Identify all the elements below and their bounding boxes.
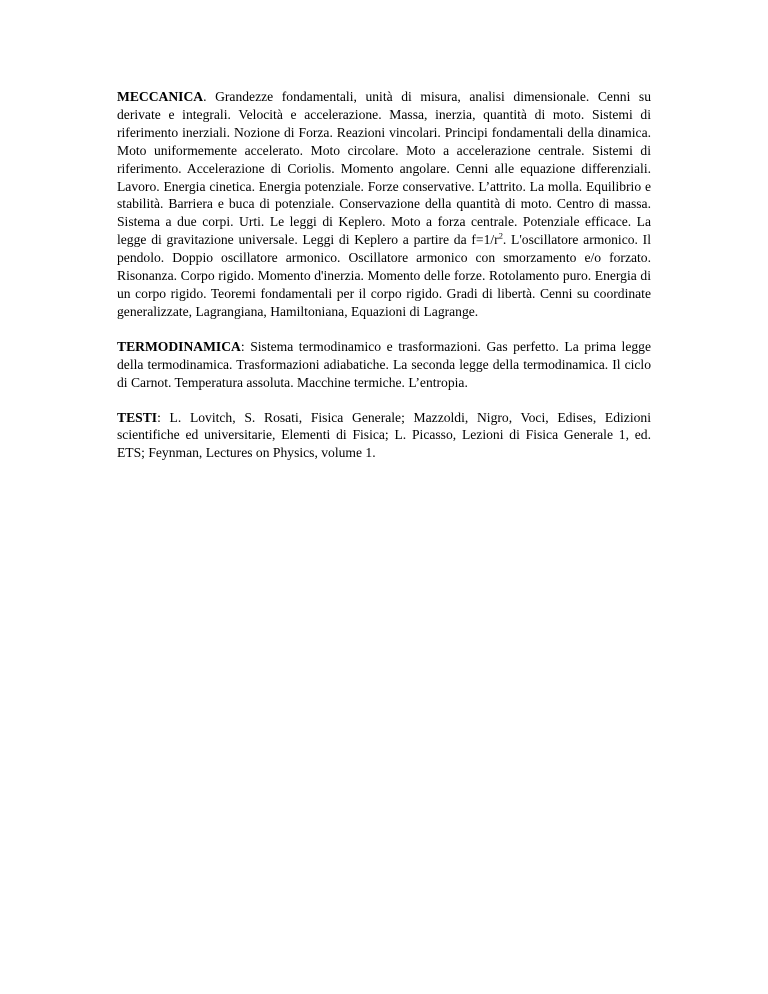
section-meccanica [117, 88, 651, 321]
heading-separator: : [240, 338, 251, 354]
heading-separator: . [203, 89, 216, 104]
superscript-exponent: 2 [498, 230, 503, 241]
heading-separator: : [157, 409, 170, 425]
section-heading-termodinamica: TERMODINAMICA [117, 338, 241, 354]
section-body-meccanica-part1: Grandezze fondamentali, unità di misura, analisi dimensionale. Cenni su derivate e integrali. Velocità e accelerazione. Massa, inerzia, quantità di moto. Sistemi di riferimento inerziali. Nozione di Forza. Reazioni vincolari. Principi fondamentali della dinamica. Moto uniformemente accelerato. Moto circolare. Moto a accelerazione centrale. Sistemi di riferimento. Accelerazione di Coriolis. Momento angolare. Cenni alle equazione differenziali. Lavoro. Energia cinetica. Energia potenziale. Forze conservative. L’attrito. La molla. Equilibrio e stabilità. Barriera e buca di potenziale. Conservazione della quantità di moto. Centro di massa. Sistema a due corpi. Urti. Le leggi di Keplero. Moto a forza centrale. Potenziale efficace. La legge di gravitazione universale. Leggi di Keplero a partire da f=1/r [117, 89, 652, 248]
document-page [117, 88, 651, 479]
section-body-testi: L. Lovitch, S. Rosati, Fisica Generale; Mazzoldi, Nigro, Voci, Edises, Edizioni scientifiche ed universitarie, Elementi di Fisica; L. Picasso, Lezioni di Fisica Generale 1, ed. ETS; Feynman, Lectures on Physics, volume 1. [117, 409, 651, 461]
section-termodinamica [117, 338, 651, 392]
section-body-meccanica-part2: . L'oscillatore armonico. Il pendolo. Doppio oscillatore armonico. Oscillatore armonico con smorzamento e/o forzato. Risonanza. Corpo rigido. Momento d'inerzia. Momento delle forze. Rotolamento puro. Energia di un corpo rigido. Teoremi fondamentali per il corpo rigido. Gradi di libertà. Cenni su coordinate generalizzate, Lagrangiana, Hamiltoniana, Equazioni di Lagrange. [117, 232, 651, 319]
section-heading-meccanica: MECCANICA [117, 89, 204, 104]
section-body-termodinamica: Sistema termodinamico e trasformazioni. Gas perfetto. La prima legge della termodinamica. Trasformazioni adiabatiche. La seconda legge della termodinamica. Il ciclo di Carnot. Temperatura assoluta. Macchine termiche. L’entropia. [117, 338, 651, 390]
section-testi [117, 409, 651, 463]
section-heading-testi: TESTI [117, 409, 158, 425]
